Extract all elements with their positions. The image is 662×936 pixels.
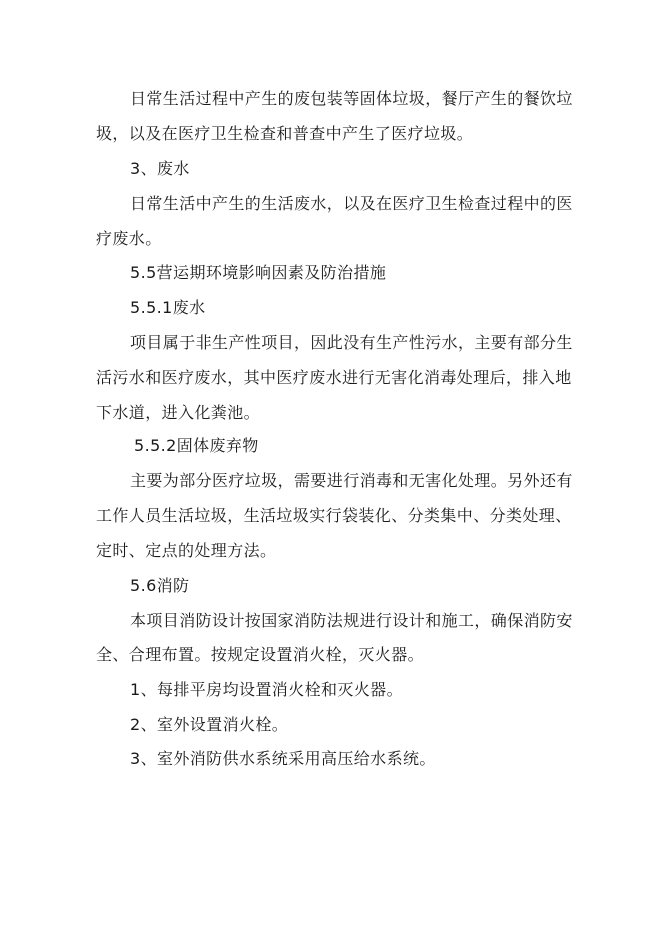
section-heading-5-5-1: 5.5.1废水 <box>130 298 206 317</box>
paragraph-5-5-1-line-3: 下水道，进入化粪池。 <box>96 403 261 422</box>
paragraph-5-6-line-1: 本项目消防设计按国家消防法规进行设计和施工，确保消防安 <box>130 611 573 630</box>
paragraph-5-5-1-line-1: 项目属于非生产性项目，因此没有生产性污水，主要有部分生 <box>130 333 573 352</box>
section-heading-5-5: 5.5营运期环境影响因素及防治措施 <box>130 263 387 282</box>
list-item-2: 2、室外设置消火栓。 <box>130 715 289 734</box>
paragraph-5-6-line-2: 全、合理布置。按规定设置消火栓，灭火器。 <box>96 645 425 664</box>
paragraph-solid-waste-line-2: 圾，以及在医疗卫生检查和普查中产生了医疗垃圾。 <box>96 124 474 143</box>
list-item-3: 3、室外消防供水系统采用高压给水系统。 <box>130 749 436 768</box>
paragraph-5-5-2-line-1: 主要为部分医疗垃圾，需要进行消毒和无害化处理。另外还有 <box>130 471 573 490</box>
paragraph-wastewater-line-2: 疗废水。 <box>96 229 162 248</box>
section-heading-5-5-2: 5.5.2固体废弃物 <box>134 436 259 455</box>
heading-wastewater: 3、废水 <box>130 159 190 178</box>
section-heading-5-6: 5.6消防 <box>130 576 190 595</box>
paragraph-5-5-2-line-2: 工作人员生活垃圾，生活垃圾实行袋装化、分类集中、分类处理、 <box>96 506 572 525</box>
paragraph-5-5-1-line-2: 活污水和医疗废水，其中医疗废水进行无害化消毒处理后，排入地 <box>96 368 572 387</box>
list-item-1: 1、每排平房均设置消火栓和灭火器。 <box>130 680 403 699</box>
paragraph-solid-waste-line-1: 日常生活过程中产生的废包装等固体垃圾，餐厅产生的餐饮垃 <box>130 89 573 108</box>
paragraph-wastewater-line-1: 日常生活中产生的生活废水，以及在医疗卫生检查过程中的医 <box>130 194 573 213</box>
paragraph-5-5-2-line-3: 定时、定点的处理方法。 <box>96 541 277 560</box>
